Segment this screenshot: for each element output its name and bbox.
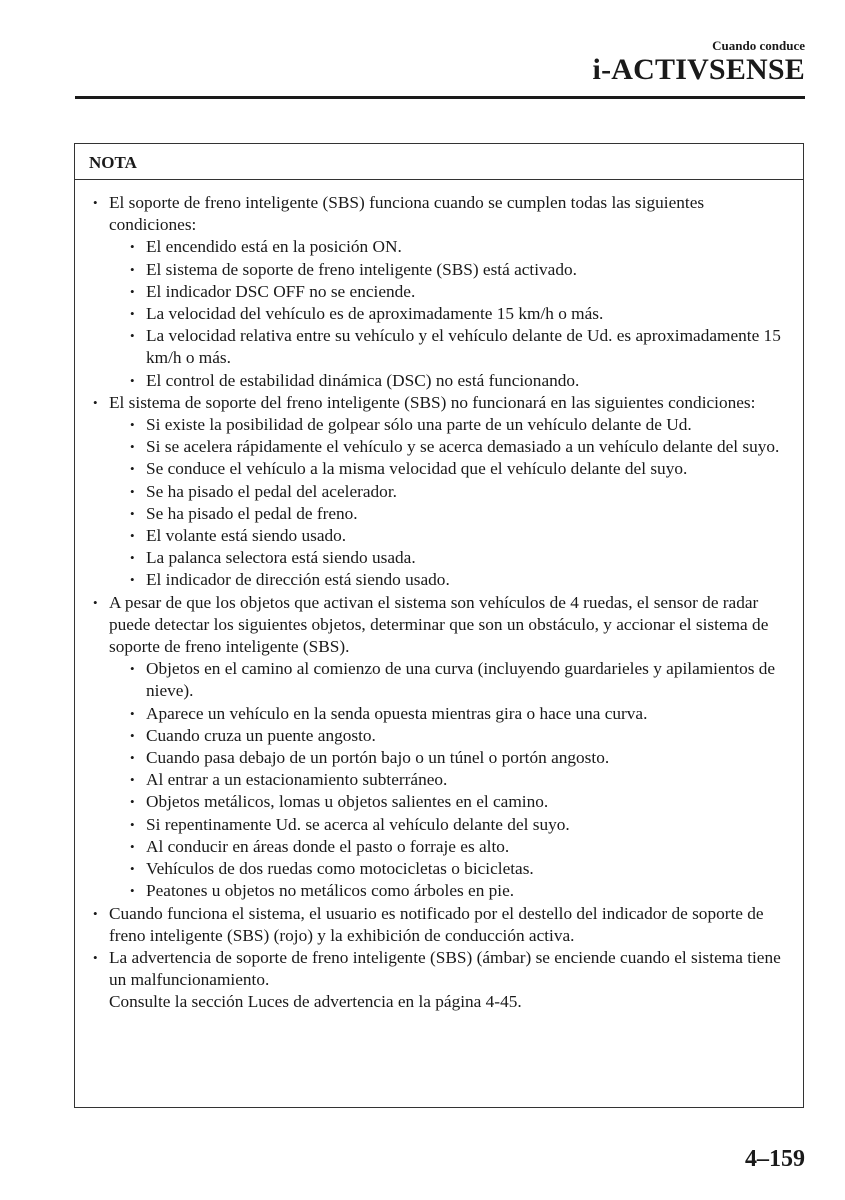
list-item-text: El sistema de soporte del freno inteligente (SBS) no funcionará en las siguientes condiciones: [109,392,756,412]
note-heading: NOTA [75,144,803,180]
sub-list [109,658,787,902]
sub-list-item: • Cuando pasa debajo de un portón bajo o un túnel o portón angosto. [126,747,787,769]
list-item [89,592,787,903]
sub-list-item: • Al conducir en áreas donde el pasto o forraje es alto. [126,836,787,858]
sub-list [109,236,787,391]
sub-list-item: • El volante está siendo usado. [126,525,787,547]
sub-list-item: • Objetos en el camino al comienzo de una curva (incluyendo guardarieles y apilamientos de nieve). [126,658,787,702]
sub-list-item: • Se ha pisado el pedal de freno. [126,503,787,525]
section-label: Cuando conduce [712,38,805,53]
sub-list-item: • La velocidad del vehículo es de aproximadamente 15 km/h o más. [126,303,787,325]
sub-list-item: • El control de estabilidad dinámica (DSC) no está funcionando. [126,370,787,392]
list-item-text: Cuando funciona el sistema, el usuario es notificado por el destello del indicador de soporte de freno inteligente (SBS) (rojo) y la exhibición de conducción activa. [109,903,764,945]
sub-list [109,414,787,592]
sub-list-item: • Cuando cruza un puente angosto. [126,725,787,747]
list-item [89,392,787,592]
list-item-text: A pesar de que los objetos que activan el sistema son vehículos de 4 ruedas, el sensor de radar puede detectar los siguientes objetos, determinar que son un obstáculo, y accionar el sistema de soporte de freno inteligente (SBS). [109,592,769,657]
list-item-text: El soporte de freno inteligente (SBS) funciona cuando se cumplen todas las siguientes condiciones: [109,193,705,235]
sub-list-item: • El indicador de dirección está siendo usado. [126,569,787,591]
page-number: 4–159 [745,1146,805,1172]
list-item-text: La advertencia de soporte de freno inteligente (SBS) (ámbar) se enciende cuando el sistema tiene un malfuncionamiento. [109,947,781,990]
sub-list-item: • Al entrar a un estacionamiento subterráneo. [126,769,787,791]
sub-list-item: • Se conduce el vehículo a la misma velocidad que el vehículo delante del suyo. [126,458,787,480]
sub-list-item: • El indicador DSC OFF no se enciende. [126,281,787,303]
sub-list-item: • Peatones u objetos no metálicos como árboles en pie. [126,880,787,902]
list-item [89,192,787,392]
note-list [89,192,787,1014]
sub-list-item: • El encendido está en la posición ON. [126,236,787,258]
sub-list-item: • El sistema de soporte de freno inteligente (SBS) está activado. [126,259,787,281]
sub-list-item: • La palanca selectora está siendo usada. [126,547,787,569]
list-item [89,947,787,1014]
sub-list-item: • Objetos metálicos, lomas u objetos salientes en el camino. [126,791,787,813]
header-divider [75,96,805,99]
sub-list-item: • Si repentinamente Ud. se acerca al vehículo delante del suyo. [126,814,787,836]
chapter-title: i-ACTIVSENSE [592,53,805,86]
sub-list-item: • Si se acelera rápidamente el vehículo y se acerca demasiado a un vehículo delante del suyo. [126,436,787,458]
note-box [74,143,804,1108]
sub-list-item: • Si existe la posibilidad de golpear sólo una parte de un vehículo delante de Ud. [126,414,787,436]
note-body [75,180,803,1014]
list-item [89,903,787,947]
sub-list-item: • La velocidad relativa entre su vehículo y el vehículo delante de Ud. es aproximadamente 15 km/h o más. [126,325,787,369]
cross-reference-text: Consulte la sección Luces de advertencia en la página 4-45. [109,992,522,1012]
sub-list-item: • Vehículos de dos ruedas como motocicletas o bicicletas. [126,858,787,880]
sub-list-item: • Aparece un vehículo en la senda opuesta mientras gira o hace una curva. [126,703,787,725]
sub-list-item: • Se ha pisado el pedal del acelerador. [126,481,787,503]
